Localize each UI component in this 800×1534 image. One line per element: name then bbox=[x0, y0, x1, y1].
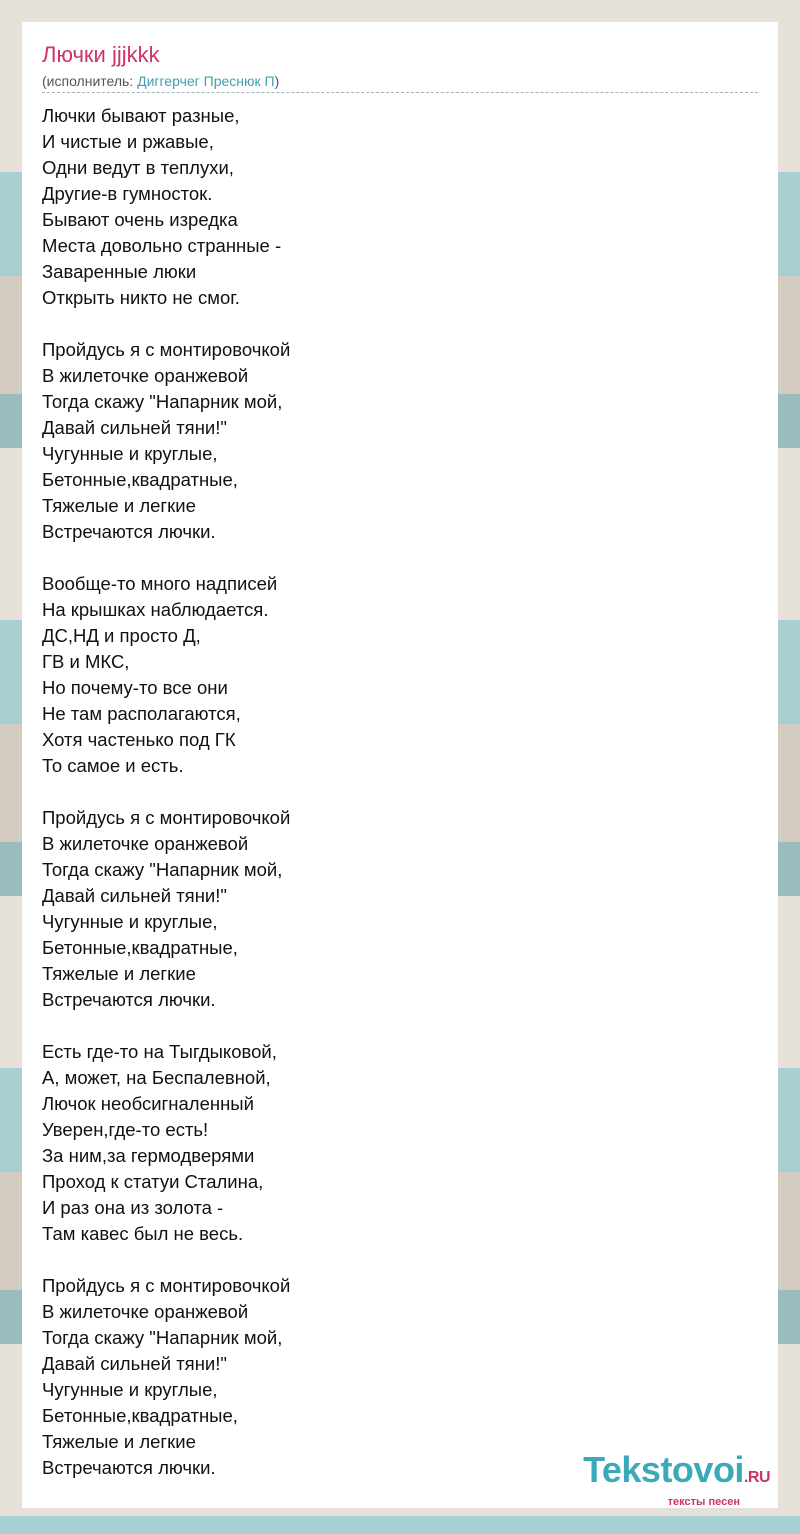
lyric-line: Бетонные,квадратные, bbox=[42, 937, 238, 958]
lyric-line: А, может, на Беспалевной, bbox=[42, 1067, 271, 1088]
lyric-line: Проход к статуи Сталина, bbox=[42, 1171, 264, 1192]
lyric-line: Тяжелые и легкие bbox=[42, 495, 196, 516]
lyric-line: Давай сильней тяни!" bbox=[42, 885, 227, 906]
lyric-line: Лючок необсигналенный bbox=[42, 1093, 254, 1114]
artist-suffix: ) bbox=[274, 73, 280, 89]
lyric-line: Тяжелые и легкие bbox=[42, 1431, 196, 1452]
lyric-line: Пройдусь я с монтировочкой bbox=[42, 807, 291, 828]
lyric-line: Тогда скажу "Напарник мой, bbox=[42, 1327, 283, 1348]
lyric-line: Заваренные люки bbox=[42, 261, 197, 282]
stanza-gap bbox=[42, 779, 758, 805]
lyric-line: Бывают очень изредка bbox=[42, 209, 238, 230]
logo-wordmark bbox=[583, 1449, 770, 1496]
lyric-line: Встречаются лючки. bbox=[42, 1457, 216, 1478]
lyric-line: Бетонные,квадратные, bbox=[42, 469, 238, 490]
lyric-line: Пройдусь я с монтировочкой bbox=[42, 339, 291, 360]
stanza-gap bbox=[42, 545, 758, 571]
lyric-line: В жилеточке оранжевой bbox=[42, 833, 249, 854]
lyric-line: Встречаются лючки. bbox=[42, 521, 216, 542]
lyric-line: Чугунные и круглые, bbox=[42, 911, 218, 932]
lyric-line: Давай сильней тяни!" bbox=[42, 1353, 227, 1374]
lyric-line: Бетонные,квадратные, bbox=[42, 1405, 238, 1426]
stanza-gap bbox=[42, 1247, 758, 1273]
lyric-line: Открыть никто не смог. bbox=[42, 287, 240, 308]
lyric-line: Тогда скажу "Напарник мой, bbox=[42, 859, 283, 880]
lyric-line: Пройдусь я с монтировочкой bbox=[42, 1275, 291, 1296]
lyric-line: Там кавес был не весь. bbox=[42, 1223, 244, 1244]
lyric-line: Уверен,где-то есть! bbox=[42, 1119, 209, 1140]
artist-line bbox=[42, 72, 758, 93]
lyric-line: Лючки бывают разные, bbox=[42, 105, 240, 126]
lyric-line: Не там располагаются, bbox=[42, 703, 241, 724]
artist-link[interactable]: Диггерчег Преснюк П bbox=[137, 73, 275, 89]
logo-tagline: тексты песен bbox=[667, 1496, 740, 1508]
lyric-line: Но почему-то все они bbox=[42, 677, 228, 698]
lyric-line: Другие-в гумносток. bbox=[42, 183, 213, 204]
lyric-line: Одни ведут в теплухи, bbox=[42, 157, 234, 178]
stanza-gap bbox=[42, 311, 758, 337]
lyrics-card bbox=[22, 22, 778, 1508]
lyrics-body bbox=[42, 103, 758, 1481]
lyric-line: Тогда скажу "Напарник мой, bbox=[42, 391, 283, 412]
lyric-line: На крышках наблюдается. bbox=[42, 599, 269, 620]
lyric-line: То самое и есть. bbox=[42, 755, 184, 776]
lyric-line: ГВ и МКС, bbox=[42, 651, 130, 672]
lyric-line: За ним,за гермодверями bbox=[42, 1145, 255, 1166]
lyric-line: ДС,НД и просто Д, bbox=[42, 625, 201, 646]
song-title: Лючки jjjkkk bbox=[42, 42, 160, 67]
stanza-gap bbox=[42, 1013, 758, 1039]
lyric-line: Есть где-то на Тыгдыковой, bbox=[42, 1041, 277, 1062]
lyric-line: Чугунные и круглые, bbox=[42, 1379, 218, 1400]
lyric-line: В жилеточке оранжевой bbox=[42, 1301, 249, 1322]
artist-prefix: (исполнитель: bbox=[42, 73, 138, 89]
lyric-line: Места довольно странные - bbox=[42, 235, 282, 256]
logo-tld: .RU bbox=[743, 1469, 770, 1486]
site-logo[interactable] bbox=[583, 1449, 770, 1508]
lyric-line: И раз она из золота - bbox=[42, 1197, 224, 1218]
lyric-line: И чистые и ржавые, bbox=[42, 131, 214, 152]
lyric-line: Встречаются лючки. bbox=[42, 989, 216, 1010]
lyric-line: Чугунные и круглые, bbox=[42, 443, 218, 464]
lyric-line: Давай сильней тяни!" bbox=[42, 417, 227, 438]
lyric-line: Тяжелые и легкие bbox=[42, 963, 196, 984]
lyric-line: Хотя частенько под ГК bbox=[42, 729, 236, 750]
lyric-line: Вообще-то много надписей bbox=[42, 573, 278, 594]
lyric-line: В жилеточке оранжевой bbox=[42, 365, 249, 386]
logo-name: Tekstovoi bbox=[583, 1449, 744, 1490]
